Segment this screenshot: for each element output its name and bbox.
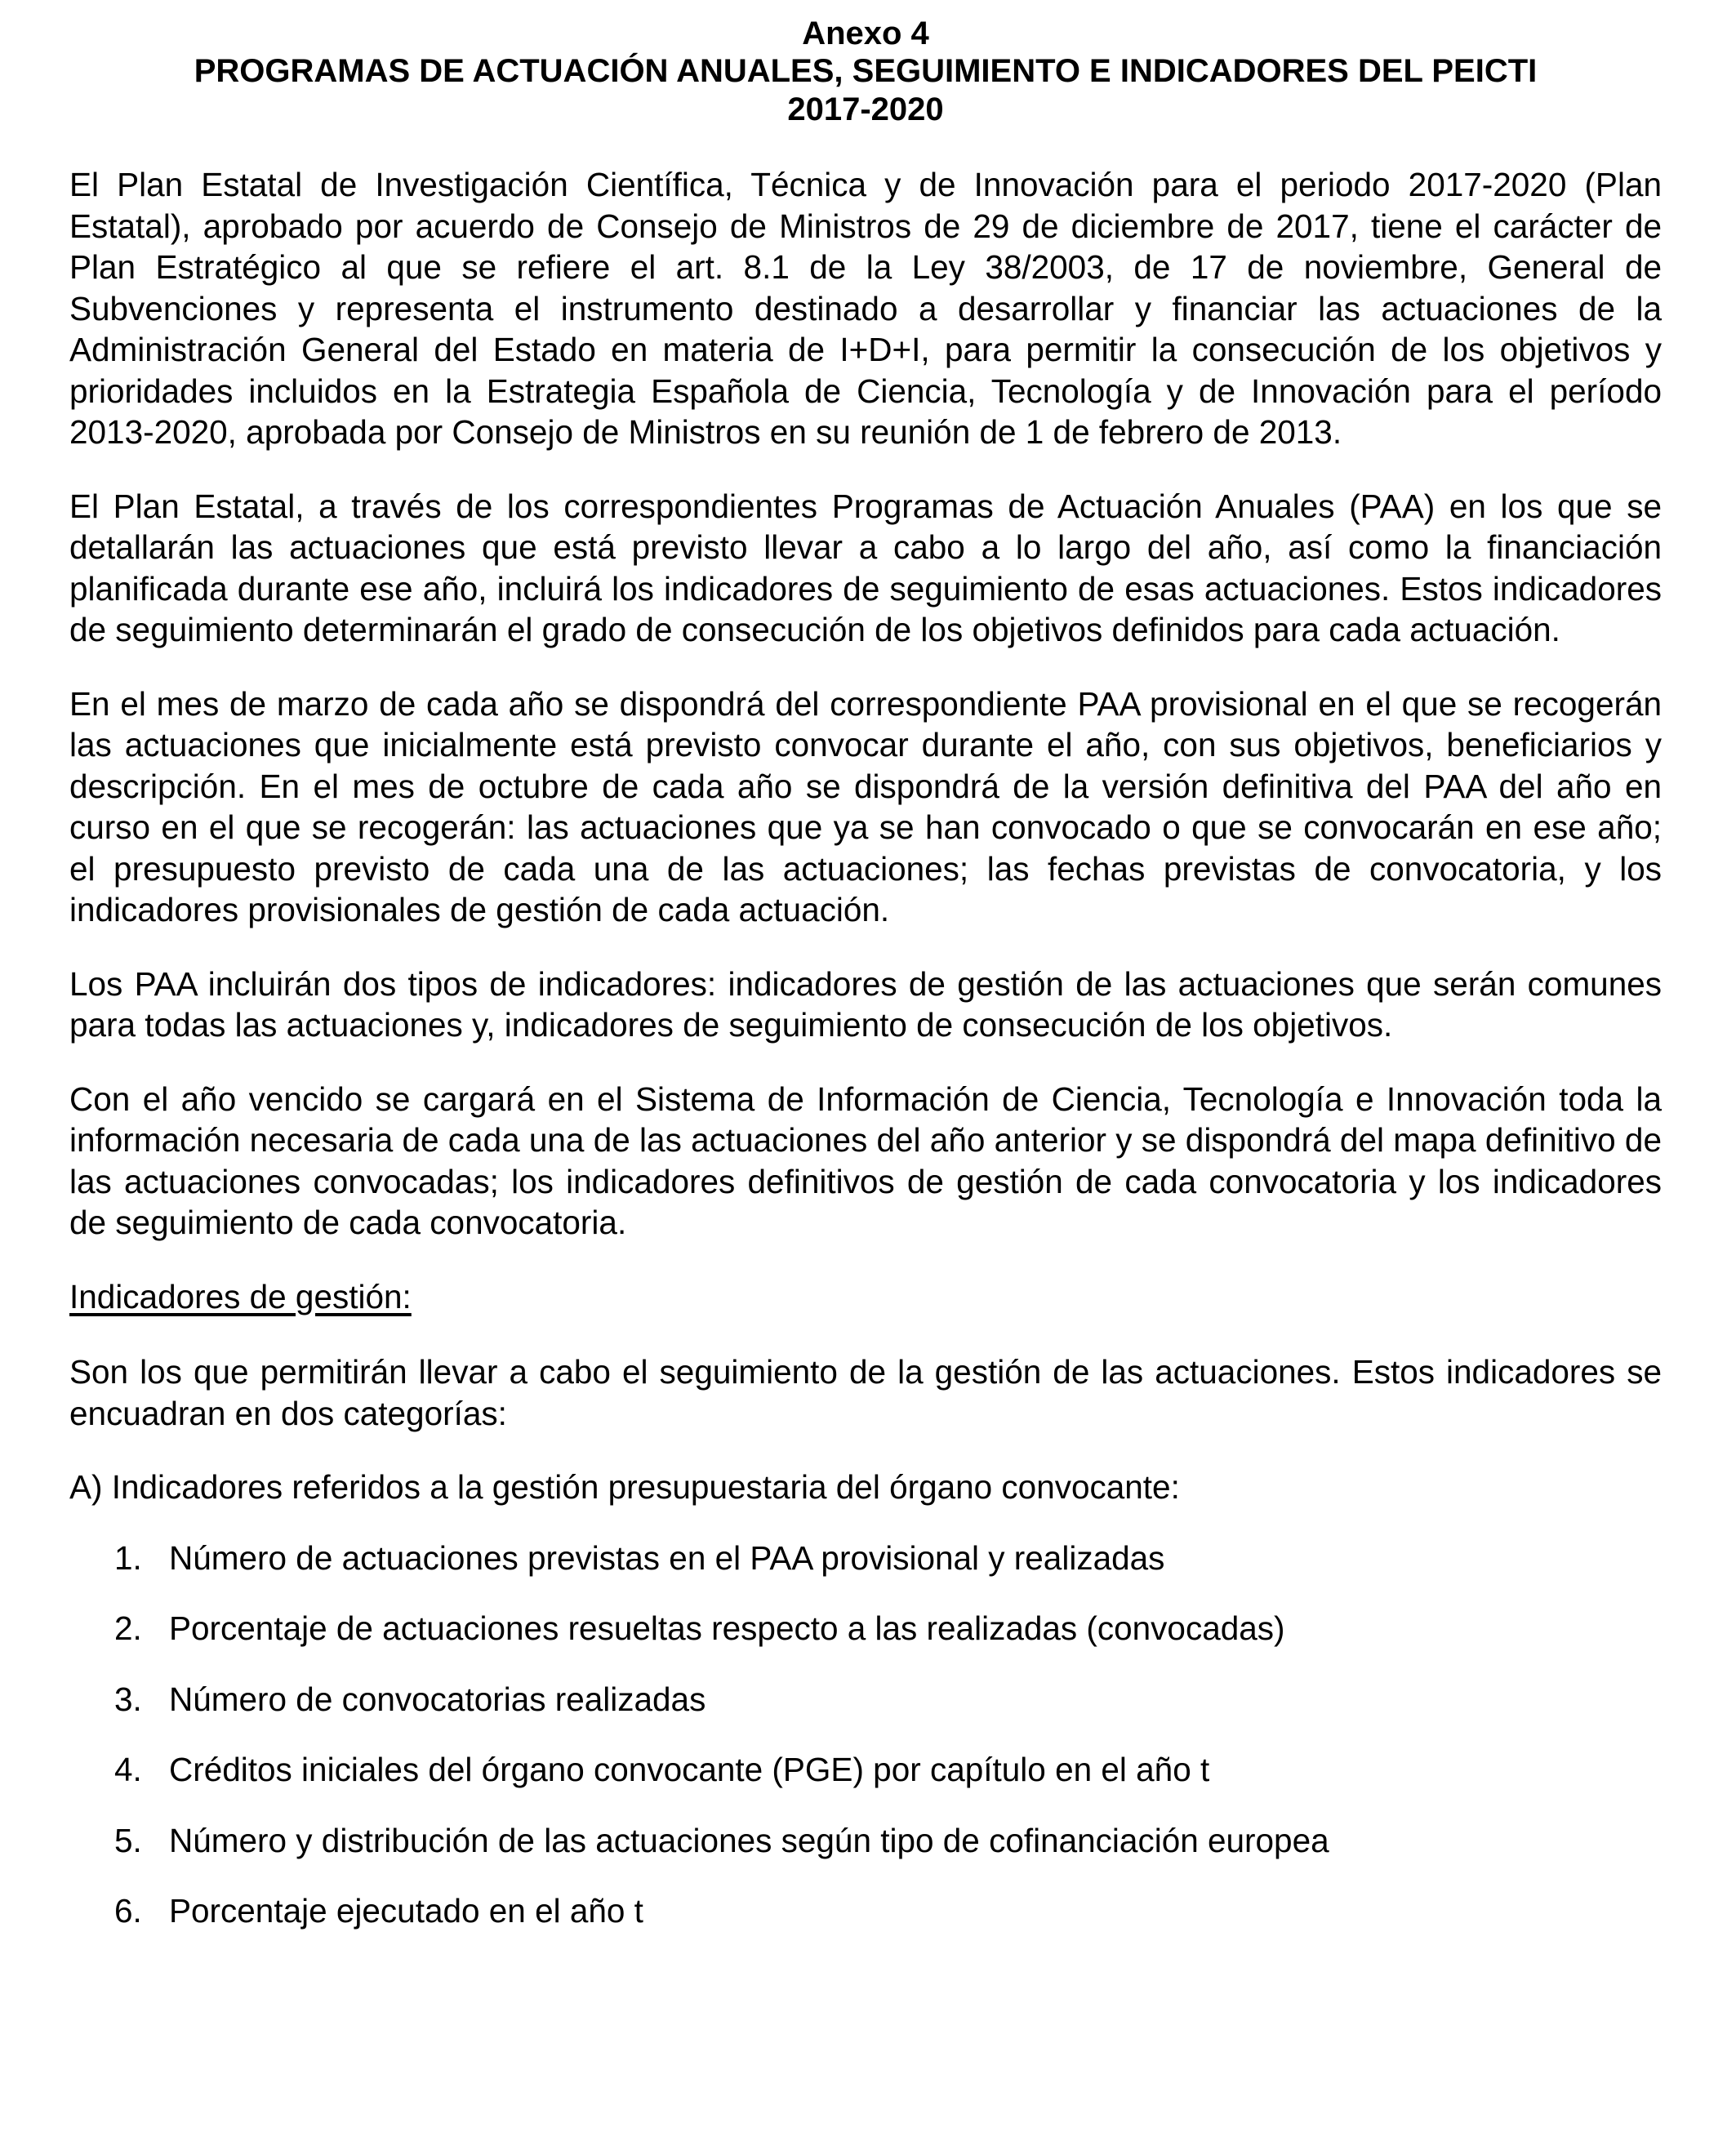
list-item	[69, 1820, 1662, 1862]
heading-indicadores-de-gestion-text: Indicadores de gestión:	[69, 1277, 412, 1315]
list-item	[69, 1890, 1662, 1932]
category-a-indicator-list	[69, 1538, 1662, 1932]
list-item-marker: 2.	[114, 1609, 142, 1648]
list-item-marker: 5.	[114, 1821, 142, 1859]
title-line-annex: Anexo 4	[802, 16, 929, 51]
list-item	[69, 1679, 1662, 1720]
paragraph-plan-estatal-overview: El Plan Estatal de Investigación Científica, Técnica y de Innovación para el periodo 2017-2020 (Plan Estatal), aprobado por acuerdo de Consejo de Ministros de 29 de diciembre de 2017, tiene el carácter de Plan Estratégico al que se refiere el art. 8.1 de la Ley 38/2003, de 17 de noviembre, General de Subvenciones y representa el instrumento destinado a desarrollar y financiar las actuaciones de la Administración General del Estado en materia de I+D+I, para permitir la consecución de los objetivos y prioridades incluidos en la Estrategia Española de Ciencia, Tecnología y de Innovación para el período 2013-2020, aprobada por Consejo de Ministros en su reunión de 1 de febrero de 2013.	[69, 166, 1662, 452]
list-item-label: Número de actuaciones previstas en el PAA provisional y realizadas	[169, 1538, 1165, 1577]
list-item-label: Número y distribución de las actuaciones según tipo de cofinanciación europea	[169, 1821, 1329, 1859]
list-item-label: Porcentaje de actuaciones resueltas respecto a las realizadas (convocadas)	[169, 1609, 1285, 1648]
list-item-marker: 6.	[114, 1892, 142, 1930]
list-item-marker: 1.	[114, 1538, 142, 1577]
heading-indicadores-de-gestion	[69, 1276, 1662, 1318]
paragraph-paa-description: El Plan Estatal, a través de los correspondientes Programas de Actuación Anuales (PAA) en los que se detallarán las actuaciones que está previsto llevar a cabo a lo largo del año, así como la financiación planificada durante ese año, incluirá los indicadores de seguimiento de esas actuaciones. Estos indicadores de seguimiento determinarán el grado de consecución de los objetivos definidos para cada actuación.	[69, 487, 1662, 649]
list-item-marker: 4.	[114, 1751, 142, 1789]
list-item-label: Porcentaje ejecutado en el año t	[169, 1892, 643, 1930]
document-title-block	[69, 15, 1662, 128]
section-label-category-a: A) Indicadores referidos a la gestión presupuestaria del órgano convocante:	[69, 1468, 1180, 1507]
list-item	[69, 1749, 1662, 1791]
paragraph-indicator-types: Los PAA incluirán dos tipos de indicadores: indicadores de gestión de las actuaciones que serán comunes para todas las actuaciones y, indicadores de seguimiento de consecución de los objetivos.	[69, 964, 1662, 1044]
list-item	[69, 1608, 1662, 1649]
title-line-main: PROGRAMAS DE ACTUACIÓN ANUALES, SEGUIMIENTO E INDICADORES DEL PEICTI	[194, 53, 1538, 90]
title-line-period: 2017-2020	[787, 91, 944, 127]
list-item-label: Créditos iniciales del órgano convocante (PGE) por capítulo en el año t	[169, 1751, 1210, 1789]
paragraph-management-indicators-intro: Son los que permitirán llevar a cabo el seguimiento de la gestión de las actuaciones. Estos indicadores se encuadran en dos categorías:	[69, 1353, 1662, 1432]
paragraph-year-end-loading: Con el año vencido se cargará en el Sistema de Información de Ciencia, Tecnología e Innovación toda la información necesaria de cada una de las actuaciones del año anterior y se dispondrá del mapa definitivo de las actuaciones convocadas; los indicadores definitivos de gestión de cada convocatoria y los indicadores de seguimiento de cada convocatoria.	[69, 1079, 1662, 1242]
list-item	[69, 1538, 1662, 1579]
list-item-marker: 3.	[114, 1680, 142, 1718]
list-item-label: Número de convocatorias realizadas	[169, 1680, 706, 1718]
paragraph-paa-schedule: En el mes de marzo de cada año se dispondrá del correspondiente PAA provisional en el que se recogerán las actuaciones que inicialmente está previsto convocar durante el año, con sus objetivos, beneficiarios y descripción. En el mes de octubre de cada año se dispondrá de la versión definitiva del PAA del año en curso en el que se recogerán: las actuaciones que ya se han convocado o que se convocarán en ese año; el presupuesto previsto de cada una de las actuaciones; las fechas previstas de convocatoria, y los indicadores provisionales de gestión de cada actuación.	[69, 684, 1662, 929]
